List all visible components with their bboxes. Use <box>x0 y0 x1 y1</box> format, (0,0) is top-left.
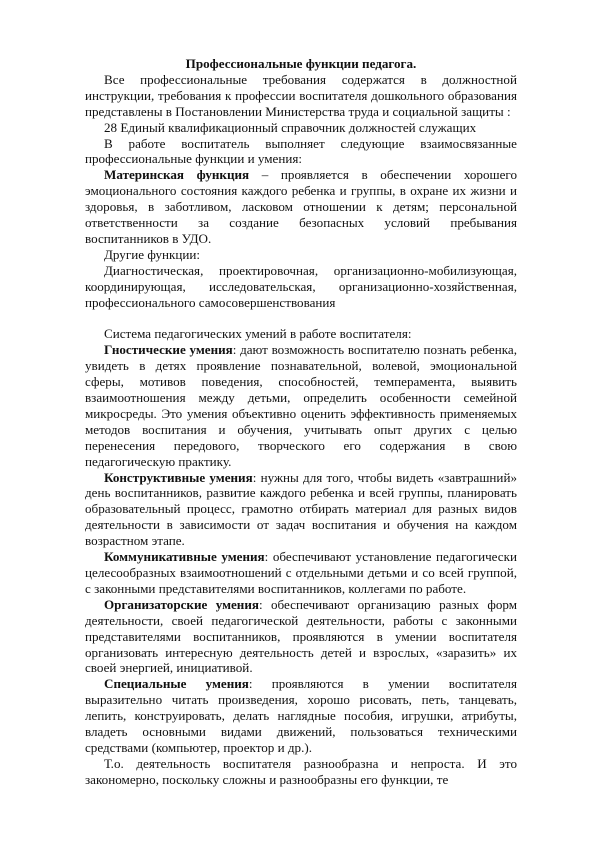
paragraph-gnostic-skills <box>85 342 517 469</box>
blank-line <box>85 311 517 327</box>
special-skills-text: : проявляются в умении воспитателя выразительно читать произведения, хорошо рисовать, петь, танцевать, лепить, конструировать, делать наглядные пособия, игрушки, атрибуты, владеть основными видами движений, пользоваться техническими средствами (компьютер, проектор и др.). <box>85 676 517 755</box>
paragraph-other-functions-heading: Другие функции: <box>104 246 201 262</box>
term-communicative-skills: Коммуникативные умения <box>104 549 265 565</box>
communicative-skills-text: : обеспечивают установление педагогически целесообразных взаимоотношений с отдельными детьми и со всей группой, с законными представителями воспитанников, коллегами по работе. <box>85 549 517 596</box>
paragraph-requirements: Все профессиональные требования содержатся в должностной инструкции, требования к профессии воспитателя дошкольного образования представлены в Постановлении Министерства труда и социальной защиты : <box>85 71 517 119</box>
page-title: Профессиональные функции педагога. <box>185 56 417 71</box>
paragraph-constructive-skills <box>85 470 517 550</box>
paragraph-other-functions-list: Диагностическая, проектировочная, организационно-мобилизующая, координирующая, исследовательская, организационно-хозяйственная, профессионального самосовершенствования <box>85 262 517 310</box>
paragraph-reference: 28 Единый квалификационный справочник должностей служащих <box>104 119 477 135</box>
paragraph-special-skills <box>85 676 517 756</box>
paragraph-functions-intro: В работе воспитатель выполняет следующие взаимосвязанные профессиональные функции и умения: <box>85 135 517 167</box>
term-organizational-skills: Организаторские умения <box>104 596 259 612</box>
maternal-function-text: – проявляется в обеспечении хорошего эмоционального состояния каждого ребенка и группы, в охране их жизни и здоровья, в заботливом, ласковом отношении к детям; персональной ответственности за создание безопасных условий пребывания воспитанников в УДО. <box>85 167 517 246</box>
paragraph-communicative-skills <box>85 549 517 597</box>
gnostic-skills-text: : дают возможность воспитателю познать ребенка, увидеть в детях проявление познавательной, волевой, эмоциональной сферы, мотивов поведения, способностей, темперамента, выявить взаимоотношения между детьми, определить особенности семейной микросреды. Это умения объективно оценить эффективность применяемых методов воспитания и обучения, учитывать опыт других с целью перенесения передового, творческого его содержания в свою педагогическую практику. <box>85 342 517 469</box>
term-constructive-skills: Конструктивные умения <box>104 469 253 485</box>
paragraph-conclusion: Т.о. деятельность воспитателя разнообразна и непроста. И это закономерно, поскольку сложны и разнообразны его функции, те <box>85 755 517 787</box>
term-special-skills: Специальные умения <box>104 676 249 692</box>
paragraph-organizational-skills <box>85 597 517 677</box>
paragraph-skills-intro: Система педагогических умений в работе воспитателя: <box>104 326 412 342</box>
term-gnostic-skills: Гностические умения <box>104 342 233 358</box>
paragraph-maternal-function <box>85 167 517 247</box>
term-maternal-function: Материнская функция <box>104 167 250 183</box>
constructive-skills-text: : нужны для того, чтобы видеть «завтрашний» день воспитанников, развитие каждого ребенка и всей группы, планировать образовательный процесс, грамотно отбирать материал для разных видов деятельности в зависимости от задач воспитания и обучения на каждом возрастном этапе. <box>85 469 517 549</box>
organizational-skills-text: : обеспечивают организацию разных форм деятельности, своей педагогической деятельности, работы с законными представителями воспитанников, проявляются в умении воспитателя организовать интересную деятельность детей и взрослых, «заразить» их своей энергией, инициативой. <box>85 596 517 676</box>
